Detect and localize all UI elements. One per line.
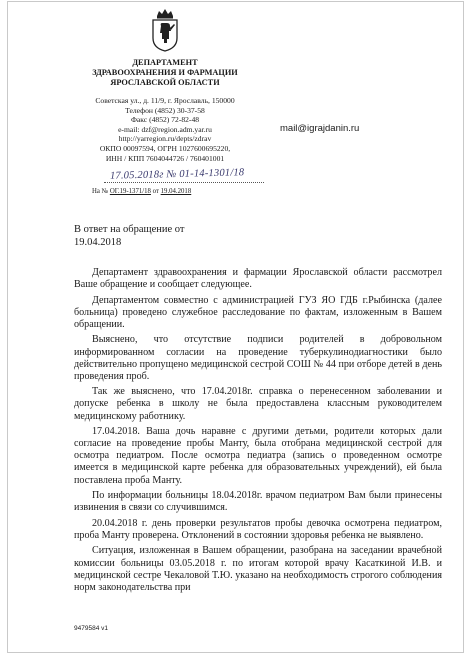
reference-prefix: На №	[92, 188, 109, 195]
registration-dotted-line	[104, 182, 264, 183]
reply-line-2: 19.04.2018	[74, 236, 122, 248]
paragraph: По информации больницы 18.04.2018г. врачом педиатром Вам были принесены извинения в связи со случившимся.	[74, 490, 442, 514]
paragraph: Департаментом совместно с администрацией ГУЗ ЯО ГДБ г.Рыбинска (далее больница) проведено служебное расследование по фактам, изложенным в Вашем обращении.	[74, 294, 442, 330]
letter-body	[74, 267, 442, 597]
paragraph: Департамент здравоохранения и фармации Ярославской области рассмотрел Ваше обращение и сообщает следующее.	[74, 267, 442, 291]
org-line: ДЕПАРТАМЕНТ	[132, 58, 198, 67]
inn-line: ИНН / КПП 7604044726 / 760401001	[105, 153, 225, 163]
reference-from: от	[152, 188, 159, 195]
paragraph: 20.04.2018 г. день проверки результатов пробы девочка осмотрена педиатром, проба Манту проверена. Отклонений в состоянии здоровья ребенка не выявлено.	[74, 517, 442, 541]
org-line: ЯРОСЛАВСКОЙ ОБЛАСТИ	[110, 78, 220, 87]
paragraph: Так же выяснено, что 17.04.2018г. справка о перенесенном заболевании и допуске ребенка в школу не была предоставлена классным руководителем медицинскому работнику.	[74, 386, 442, 422]
org-line: ЗДРАВООХРАНЕНИЯ И ФАРМАЦИИ	[92, 68, 238, 77]
reply-line-1: В ответ на обращение от	[74, 224, 185, 235]
email-line: e-mail: dzf@region.adm.yar.ru	[118, 124, 212, 134]
organization-title	[76, 58, 254, 88]
address-block	[76, 96, 254, 163]
handwritten-registration: 17.05.2018г № 01-14-1301/18	[109, 167, 245, 182]
reference-number: ОГ.19-1371/18	[109, 188, 151, 195]
coat-of-arms-icon	[150, 6, 180, 52]
paragraph: Ситуация, изложенная в Вашем обращении, разобрана на заседании врачебной комиссии больницы 03.05.2018 г. по итогам которой врачу Касаткиной И.В. и медицинской сестре Чекаловой Т.Ю. указано на необходимость строгого соблюдения норм законодательства при	[74, 545, 442, 593]
website-line: http://yarregion.ru/depts/zdrav	[118, 134, 212, 144]
reference-date: 19.04.2018	[160, 188, 192, 195]
reply-heading	[74, 224, 184, 249]
address-line: Советская ул., д. 11/9, г. Ярославль, 150000	[95, 96, 235, 105]
document-code: 9479584 v1	[74, 625, 108, 632]
fax-line: Факс (4852) 72-82-48	[130, 115, 200, 125]
paragraph: Выяснено, что отсутствие подписи родителей в добровольном информированном согласии на проведение туберкулинодиагностики было действительно пропущено медицинской сестрой СОШ № 44 при отборе детей в день проведения проб.	[74, 334, 442, 382]
paragraph: 17.04.2018. Ваша дочь наравне с другими детьми, родители которых дали согласие на проведение пробы Манту, была отобрана медицинской сестрой для осмотра педиатром. После осмотра педиатра (запись о проведенном осмотре имеется в медицинской карте ребенка для образовательных учреждений), ей была поставлена проба Манту.	[74, 426, 442, 486]
recipient-email: mail@igrajdanin.ru	[280, 123, 360, 134]
phone-line: Телефон (4852) 30-37-58	[125, 105, 205, 115]
reference-line	[92, 188, 191, 195]
okpo-line: ОКПО 00097594, ОГРН 1027600695220,	[99, 143, 231, 153]
